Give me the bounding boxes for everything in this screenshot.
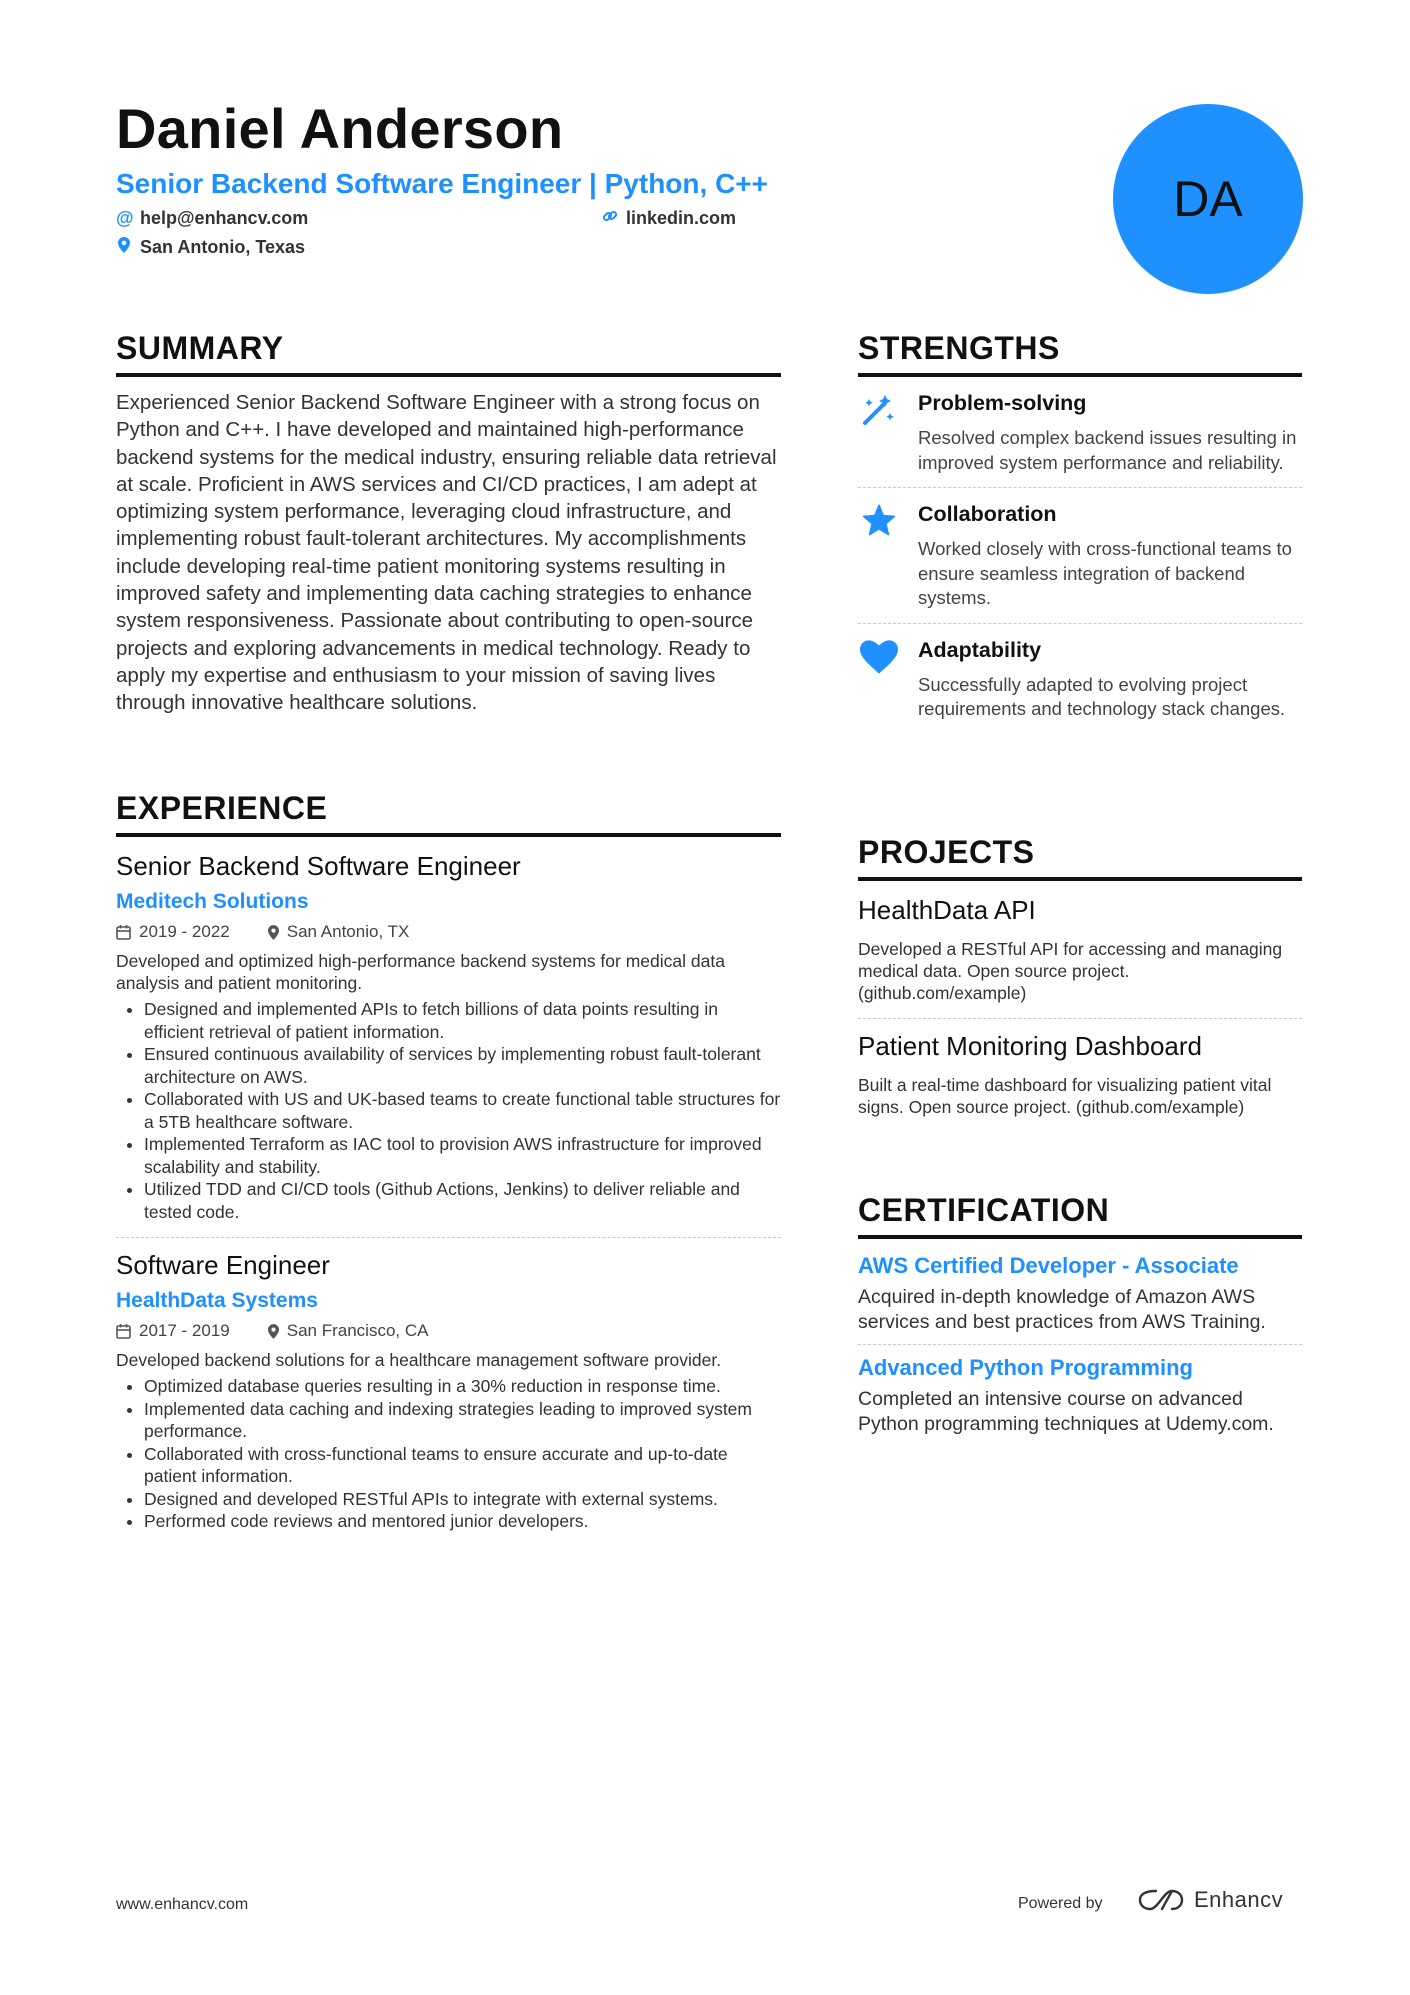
enhancv-brand: Enhancv <box>1194 1887 1284 1912</box>
job-description: Developed and optimized high-performance backend systems for medical data analysis and patient monitoring. <box>116 951 725 993</box>
job-title: Software Engineer <box>116 1250 330 1280</box>
job-entry <box>116 851 781 1223</box>
magic-wand-icon <box>858 391 900 475</box>
candidate-title: Senior Backend Software Engineer | Python, C++ <box>116 168 768 199</box>
job-bullets <box>116 1375 781 1533</box>
job-meta <box>116 922 781 942</box>
certification-description: Acquired in-depth knowledge of Amazon AWS services and best practices from AWS Training. <box>858 1286 1266 1333</box>
heart-icon <box>858 638 900 722</box>
project-title: Patient Monitoring Dashboard <box>858 1031 1202 1061</box>
contact-location <box>116 237 305 258</box>
list-item: • Utilized TDD and CI/CD tools (Github Actions, Jenkins) to deliver reliable and tested code. <box>144 1178 781 1223</box>
linkedin-text: linkedin.com <box>626 208 737 228</box>
company-name: Meditech Solutions <box>116 890 309 913</box>
star-icon <box>858 502 900 611</box>
job-dates: 2019 - 2022 <box>139 922 230 941</box>
certification-item <box>858 1253 1302 1334</box>
list-item: • Collaborated with cross-functional teams to ensure accurate and up-to-date patient information. <box>144 1443 781 1488</box>
project-title: HealthData API <box>858 895 1036 925</box>
strength-description: Successfully adapted to evolving project requirements and technology stack changes. <box>918 673 1286 719</box>
strength-description: Worked closely with cross-functional teams to ensure seamless integration of backend systems. <box>918 538 1292 608</box>
enhancv-logo-icon <box>1138 1887 1184 1913</box>
summary-text: Experienced Senior Backend Software Engineer with a strong focus on Python and C++. I have developed and maintained high-performance backend systems for the medical industry, ensuring reliable data retrieval at scale. Proficient in AWS services and CI/CD practices, I am adept at optimizing system performance, leveraging cloud infrastructure, and implementing robust fault-tolerant architectures. My accomplishments include developing real-time patient monitoring systems resulting in improved safety and implementing data caching strategies to enhance system responsiveness. Passionate about contributing to open-source projects and exploring advancements in medical technology. Ready to apply my expertise and enthusiasm to your mission of saving lives through innovative healthcare solutions. <box>116 391 777 715</box>
job-location: San Antonio, TX <box>286 922 410 941</box>
job-title: Senior Backend Software Engineer <box>116 851 521 881</box>
list-item: • Ensured continuous availability of services by implementing robust fault-tolerant architecture on AWS. <box>144 1043 781 1088</box>
location-pin-icon <box>268 1324 279 1339</box>
project-description: Developed a RESTful API for accessing and managing medical data. Open source project. (github.com/example) <box>858 939 1283 1003</box>
avatar-initials: DA <box>1173 171 1243 227</box>
experience-heading: EXPERIENCE <box>116 790 781 837</box>
location-text: San Antonio, Texas <box>140 237 306 257</box>
certification-section <box>858 1192 1302 1436</box>
certification-description: Completed an intensive course on advanced Python programming techniques at Udemy.com. <box>858 1388 1274 1435</box>
list-item: • Implemented Terraform as IAC tool to provision AWS infrastructure for improved scalability and stability. <box>144 1133 781 1178</box>
summary-section <box>116 330 781 717</box>
project-item <box>858 895 1302 1004</box>
projects-section <box>858 834 1302 1118</box>
candidate-name: Daniel Anderson <box>116 97 564 160</box>
company-name: HealthData Systems <box>116 1289 318 1312</box>
job-meta <box>116 1321 781 1341</box>
summary-heading: SUMMARY <box>116 330 781 377</box>
calendar-icon <box>116 1323 131 1339</box>
contact-linkedin[interactable] <box>602 208 736 229</box>
certification-heading: CERTIFICATION <box>858 1192 1302 1239</box>
project-description: Built a real-time dashboard for visualizing patient vital signs. Open source project. (github.com/example) <box>858 1075 1272 1117</box>
strength-item <box>858 624 1302 734</box>
job-description: Developed backend solutions for a healthcare management software provider. <box>116 1350 722 1370</box>
job-dates: 2017 - 2019 <box>139 1321 230 1340</box>
job-location: San Francisco, CA <box>286 1321 429 1340</box>
certification-item <box>858 1355 1302 1436</box>
contact-email[interactable] <box>116 208 308 229</box>
strengths-section <box>858 330 1302 734</box>
list-item: • Implemented data caching and indexing strategies leading to improved system performance. <box>144 1398 781 1443</box>
experience-section <box>116 790 781 1533</box>
divider <box>858 1344 1302 1345</box>
location-pin-icon <box>116 237 132 258</box>
list-item: • Performed code reviews and mentored junior developers. <box>144 1510 781 1533</box>
job-entry <box>116 1250 781 1533</box>
footer-powered-by: Powered by <box>1018 1895 1103 1912</box>
list-item: • Designed and implemented APIs to fetch billions of data points resulting in efficient retrieval of patient information. <box>144 998 781 1043</box>
job-bullets <box>116 998 781 1223</box>
list-item: • Optimized database queries resulting in a 30% reduction in response time. <box>144 1375 781 1398</box>
link-icon <box>602 208 618 229</box>
list-item: • Collaborated with US and UK-based teams to create functional table structures for a 5TB healthcare software. <box>144 1088 781 1133</box>
strength-title: Problem-solving <box>918 391 1087 415</box>
project-item <box>858 1031 1302 1118</box>
calendar-icon <box>116 924 131 940</box>
location-pin-icon <box>268 925 279 940</box>
certification-title: Advanced Python Programming <box>858 1355 1193 1380</box>
certification-title: AWS Certified Developer - Associate <box>858 1253 1239 1278</box>
avatar <box>1113 104 1303 294</box>
strength-title: Collaboration <box>918 502 1057 526</box>
strength-title: Adaptability <box>918 637 1042 662</box>
strength-description: Resolved complex backend issues resulting in improved system performance and reliability. <box>918 427 1297 473</box>
strength-item <box>858 488 1302 623</box>
projects-heading: PROJECTS <box>858 834 1302 881</box>
strengths-heading: STRENGTHS <box>858 330 1302 377</box>
footer-website[interactable]: www.enhancv.com <box>116 1896 249 1913</box>
divider <box>116 1237 781 1238</box>
email-text: help@enhancv.com <box>140 208 309 228</box>
enhancv-logo[interactable] <box>1138 1887 1283 1913</box>
divider <box>858 1018 1302 1019</box>
strength-item <box>858 377 1302 487</box>
list-item: • Designed and developed RESTful APIs to integrate with external systems. <box>144 1488 781 1511</box>
at-icon: @ <box>116 208 134 228</box>
